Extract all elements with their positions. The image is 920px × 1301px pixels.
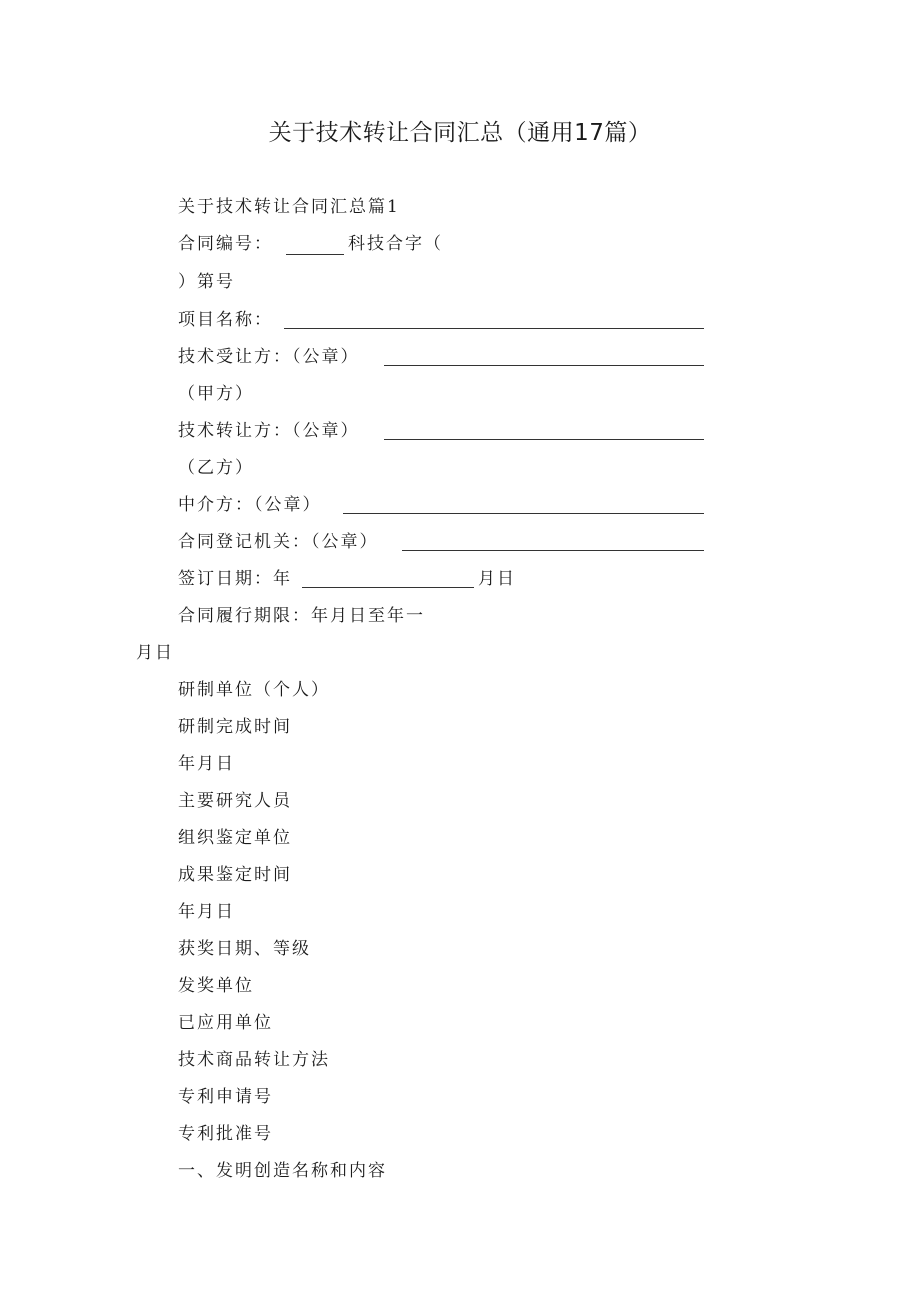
intermediary-label: 中介方：（公章） (178, 495, 322, 515)
list-item: 一、发明创造名称和内容 (178, 1161, 387, 1181)
sign-date-label: 签订日期：年 (178, 569, 292, 589)
list-item: 已应用单位 (178, 1013, 273, 1033)
contract-no-suffix: 科技合字（ (348, 234, 443, 254)
contract-no-label: 合同编号： (178, 234, 273, 254)
project-name-label: 项目名称： (178, 310, 273, 330)
list-item: 成果鉴定时间 (178, 865, 292, 885)
transferee-label: 技术受让方：（公章） (178, 347, 360, 367)
transferor-role: （乙方） (178, 458, 254, 478)
transferee-blank (384, 365, 704, 366)
project-name-blank (284, 328, 704, 329)
transferee-role: （甲方） (178, 384, 254, 404)
list-item: 研制单位（个人） (178, 680, 330, 700)
registry-label: 合同登记机关：（公章） (178, 532, 379, 552)
term-label: 合同履行期限：年月日至年一 (178, 606, 425, 626)
contract-no-cont: ）第号 (178, 272, 235, 292)
section-heading: 关于技术转让合同汇总篇1 (178, 197, 400, 217)
list-item: 主要研究人员 (178, 791, 292, 811)
list-item: 年月日 (178, 754, 235, 774)
contract-no-blank (286, 254, 344, 255)
list-item: 年月日 (178, 902, 235, 922)
term-cont: 月日 (136, 643, 174, 663)
registry-blank (402, 550, 704, 551)
transferor-label: 技术转让方：（公章） (178, 421, 360, 441)
list-item: 组织鉴定单位 (178, 828, 292, 848)
list-item: 获奖日期、等级 (178, 939, 311, 959)
list-item: 研制完成时间 (178, 717, 292, 737)
list-item: 专利批准号 (178, 1124, 273, 1144)
list-item: 技术商品转让方法 (178, 1050, 330, 1070)
transferor-blank (384, 439, 704, 440)
sign-date-suffix: 月日 (478, 569, 516, 589)
document-title: 关于技术转让合同汇总（通用17篇） (268, 120, 652, 146)
list-item: 专利申请号 (178, 1087, 273, 1107)
sign-date-blank (302, 587, 474, 588)
list-item: 发奖单位 (178, 976, 254, 996)
intermediary-blank (343, 513, 704, 514)
